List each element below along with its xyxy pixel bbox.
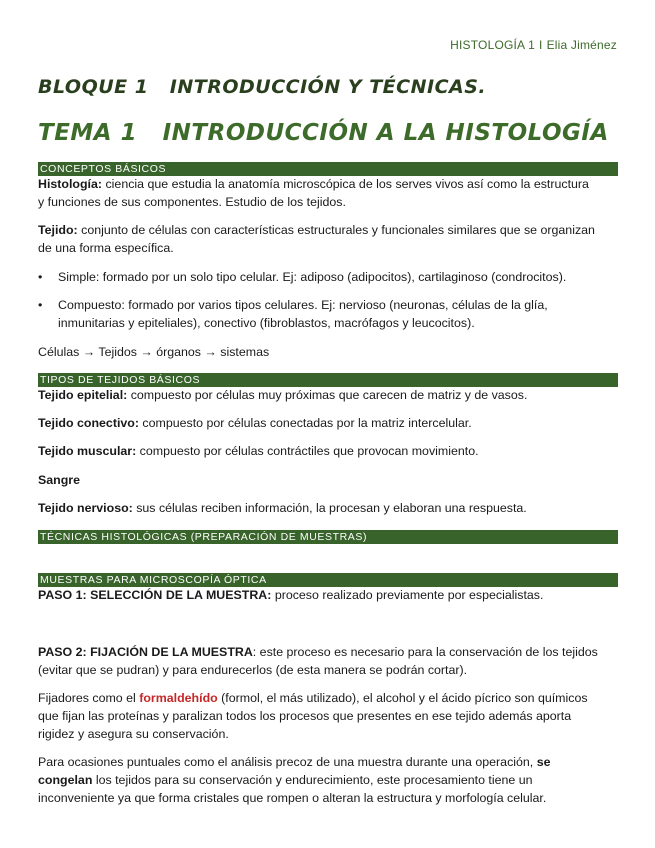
term-se-congelan: se congelan [38,755,551,787]
section-heading-tipos: TIPOS DE TEJIDOS BÁSICOS [38,373,618,387]
ocasiones-pre: Para ocasiones puntuales como el análisis precoz de una muestra durante una operación, [38,755,537,769]
paragraph-histologia [38,175,598,211]
paragraph-congelacion [38,753,598,807]
tissue-item [38,499,598,517]
term-histologia: Histología: [38,177,103,191]
section-heading-tecnicas: TÉCNICAS HISTOLÓGICAS (PREPARACIÓN DE MUESTRAS) [38,530,618,544]
tissue-term: Sangre [38,473,81,487]
section-heading-conceptos: CONCEPTOS BÁSICOS [38,162,618,176]
tissue-term: Tejido muscular: [38,444,137,458]
list-item-text: Compuesto: formado por varios tipos celulares. Ej: nervioso (neuronas, células de la glía, inmunitarias y epiteliales), conectivo (fibroblastos, macrófagos y leucocitos). [58,298,548,330]
bullet-icon: • [38,270,43,284]
term-paso2: PASO 2: FIJACIÓN DE LA MUESTRA [38,645,253,659]
tissue-def: compuesto por células conectadas por la matriz intercelular. [138,416,472,430]
paragraph-paso1 [38,586,598,604]
paragraph-paso2 [38,643,598,679]
fijadores-post: (formol, el más utilizado), el alcohol y el ácido pícrico son químicos que fijan las proteínas y paralizan todos los procesos que presentes en ese tejido además aporta rigidez y asegura su conservación. [38,691,588,741]
tissue-def: sus células reciben información, la procesan y elaboran una respuesta. [132,501,527,515]
paragraph-fijadores [38,689,598,743]
tissue-def: compuesto por células contráctiles que provocan movimiento. [136,444,479,458]
term-tejido: Tejido: [38,223,78,237]
tissue-term: Tejido nervioso: [38,501,133,515]
tissue-item [38,442,598,460]
bloque-title: BLOQUE 1 INTRODUCCIÓN Y TÉCNICAS. [38,76,487,98]
def-histologia: ciencia que estudia la anatomía microscópica de los serves vivos así como la estructura y funciones de sus componentes. Estudio de los tejidos. [38,177,589,209]
tissue-term: Tejido conectivo: [38,416,139,430]
header-separator: I [539,38,543,52]
ocasiones-post: los tejidos para su conservación y endurecimiento, este procesamiento tiene un inconveniente ya que forma cristales que rompen o alteran la estructura y morfología celular. [38,773,547,805]
tissue-item [38,471,598,489]
tissue-def: compuesto por células muy próximas que carecen de matriz y de vasos. [127,388,528,402]
running-header [450,38,617,52]
term-paso1: PASO 1: SELECCIÓN DE LA MUESTRA: [38,588,272,602]
paragraph-tejido [38,221,598,257]
tissue-term: Tejido epitelial: [38,388,128,402]
list-item [38,296,598,332]
list-item-text: Simple: formado por un solo tipo celular. Ej: adiposo (adipocitos), cartilaginoso (condrocitos). [58,270,567,284]
def-paso2: : este proceso es necesario para la conservación de los tejidos (evitar que se pudran) y para endurecerlos (de esta manera se podrán cortar). [38,645,598,677]
section-heading-muestras: MUESTRAS PARA MICROSCOPÍA ÓPTICA [38,573,618,587]
tissue-item [38,386,598,404]
tema-title: TEMA 1 INTRODUCCIÓN A LA HISTOLOGÍA [38,120,609,146]
list-item [38,268,598,286]
fijadores-pre: Fijadores como el [38,691,140,705]
highlight-formaldehido: formaldehído [139,691,218,705]
tissue-item [38,414,598,432]
def-tejido: conjunto de células con características estructurales y funcionales similares que se organizan de una forma específica. [38,223,595,255]
chain-text: Células → Tejidos → órganos → sistemas [38,345,270,359]
header-subject: HISTOLOGÍA 1 [450,38,536,52]
bullet-icon: • [38,298,43,312]
header-author: Elia Jiménez [546,38,617,52]
def-paso1: proceso realizado previamente por especialistas. [271,588,544,602]
